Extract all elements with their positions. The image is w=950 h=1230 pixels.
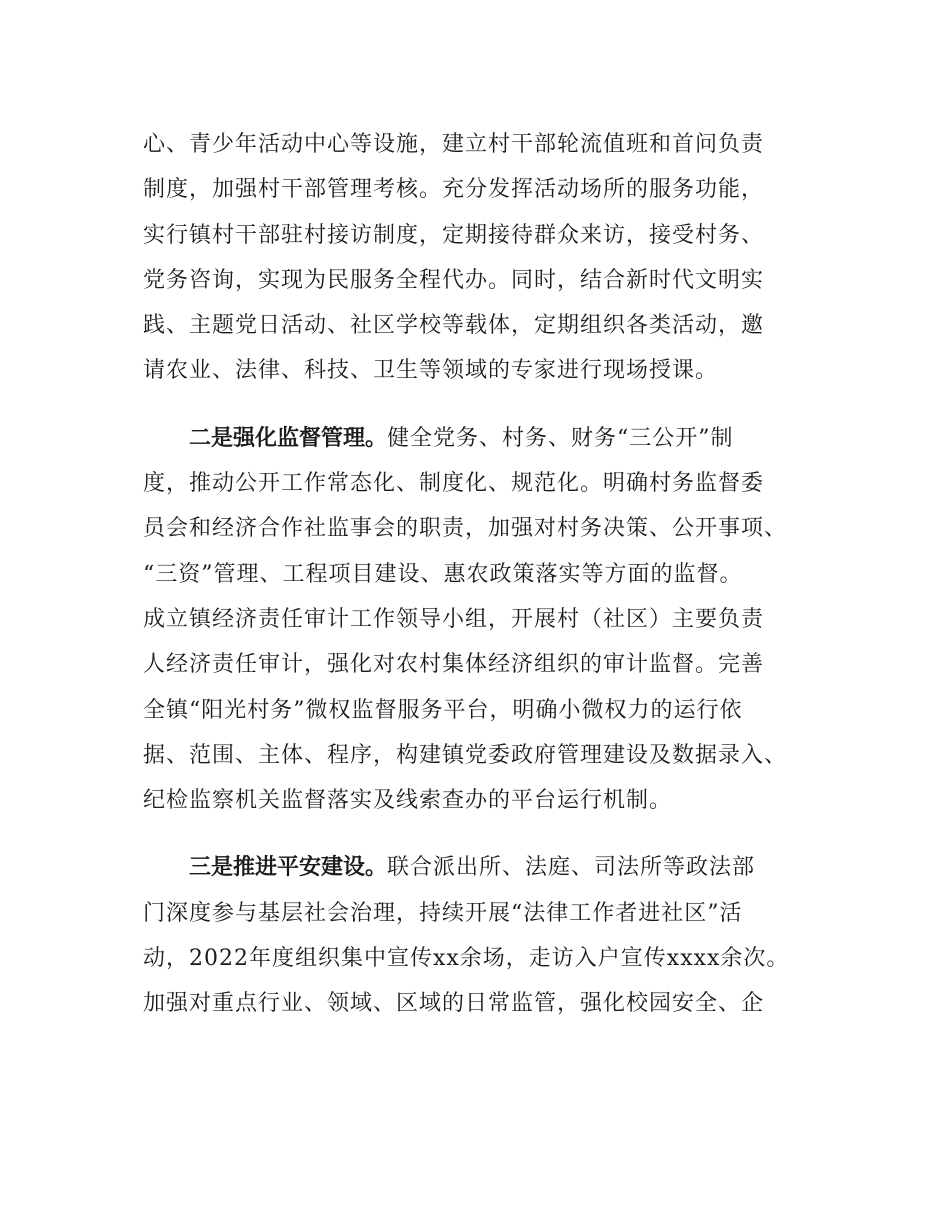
- paragraph-line: 度，推动公开工作常态化、制度化、规范化。明确村务监督委: [143, 471, 765, 497]
- paragraph-supervision: [143, 416, 823, 824]
- paragraph-service-centers: [143, 122, 823, 394]
- paragraph-line: 全镇“阳光村务”微权监督服务平台，明确小微权力的运行依: [143, 697, 743, 723]
- paragraph-line: 践、主题党日活动、社区学校等载体，定期组织各类活动，邀: [143, 313, 765, 339]
- paragraph-line: 党务咨询，实现为民服务全程代办。同时，结合新时代文明实: [143, 267, 765, 293]
- paragraph-text: 联合派出所、法庭、司法所等政法部: [387, 855, 756, 881]
- paragraph-spacer: [143, 394, 823, 416]
- paragraph-heading: 三是推进平安建设。: [189, 855, 388, 881]
- paragraph-text: 健全党务、村务、财务“三公开”制: [387, 425, 734, 451]
- paragraph-line: “三资”管理、工程项目建设、惠农政策落实等方面的监督。: [143, 561, 743, 587]
- paragraph-line: 实行镇村干部驻村接访制度，定期接待群众来访，接受村务、: [143, 222, 765, 248]
- paragraph-line: 制度，加强村干部管理考核。充分发挥活动场所的服务功能，: [143, 177, 765, 203]
- paragraph-line: 据、范围、主体、程序，构建镇党委政府管理建设及数据录入、: [143, 742, 788, 768]
- paragraph-first-line: [143, 845, 823, 890]
- paragraph-line: 加强对重点行业、领域、区域的日常监管，强化校园安全、企: [143, 991, 765, 1017]
- paragraph-line: 成立镇经济责任审计工作领导小组，开展村（社区）主要负责: [143, 606, 765, 632]
- paragraph-line: 心、青少年活动中心等设施，建立村干部轮流值班和首问负责: [143, 132, 765, 157]
- paragraph-line: 门深度参与基层社会治理，持续开展“法律工作者进社区”活: [143, 900, 743, 926]
- paragraph-line: 员会和经济合作社监事会的职责，加强对村务决策、公开事项、: [143, 516, 788, 542]
- paragraph-line: 请农业、法律、科技、卫生等领域的专家进行现场授课。: [143, 358, 719, 384]
- paragraph-spacer: [143, 823, 823, 845]
- paragraph-line: 动，2022年度组织集中宣传xx余场，走访入户宣传xxxx余次。: [143, 946, 790, 972]
- paragraph-heading: 二是强化监督管理。: [189, 425, 388, 451]
- paragraph-line: 纪检监察机关监督落实及线索查办的平台运行机制。: [143, 788, 673, 814]
- paragraph-line: 人经济责任审计，强化对农村集体经济组织的审计监督。完善: [143, 652, 765, 678]
- paragraph-safety: [143, 845, 823, 1026]
- document-body: [143, 122, 823, 1027]
- paragraph-first-line: [143, 416, 823, 461]
